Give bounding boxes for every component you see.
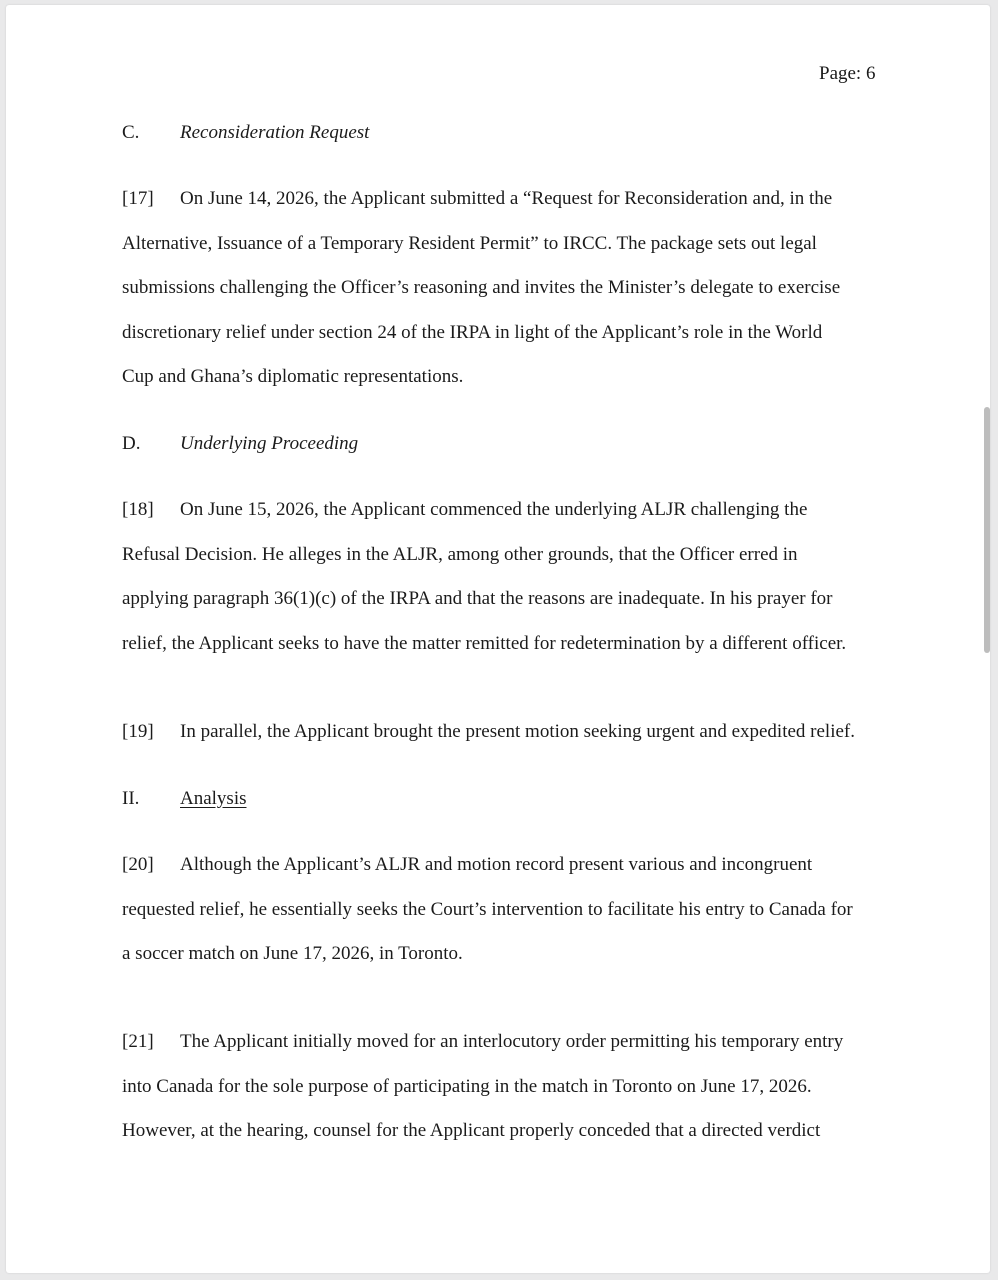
paragraph-number: [18] (122, 499, 154, 520)
section-number: D. (122, 433, 141, 454)
section-title: Reconsideration Request (180, 122, 370, 143)
paragraph-number: [21] (122, 1031, 154, 1052)
paragraph-number: [19] (122, 721, 154, 742)
section-number: C. (122, 122, 140, 143)
paragraph-line (122, 720, 882, 765)
paragraph-21 (122, 1030, 882, 1164)
paragraph-line: Cup and Ghana’s diplomatic representations. (122, 366, 464, 387)
paragraph-text: Although the Applicant’s ALJR and motion record present various and incongruent (180, 854, 813, 875)
paragraph-number: [17] (122, 188, 154, 209)
paragraph-line: discretionary relief under section 24 of the IRPA in light of the Applicant’s role in the World (122, 321, 823, 343)
paragraph-line: submissions challenging the Officer’s reasoning and invites the Minister’s delegate to exercise (122, 277, 841, 298)
paragraph-text: On June 14, 2026, the Applicant submitted a “Request for Reconsideration and, in the (180, 188, 833, 209)
paragraph-17 (122, 187, 882, 410)
paragraph-line: Alternative, Issuance of a Temporary Resident Permit” to IRCC. The package sets out legal (122, 232, 817, 254)
paragraph-line (122, 187, 882, 232)
paragraph-line: relief, the Applicant seeks to have the matter remitted for redetermination by a different officer. (122, 632, 847, 654)
paragraph-text: The Applicant initially moved for an interlocutory order permitting his temporary entry (180, 1031, 844, 1052)
section-number: II. (122, 788, 140, 809)
paragraph-18 (122, 498, 882, 676)
paragraph-line: into Canada for the sole purpose of participating in the match in Toronto on June 17, 2026. (122, 1075, 812, 1097)
section-heading-d (122, 432, 358, 456)
paragraph-20 (122, 853, 882, 987)
paragraph-line: a soccer match on June 17, 2026, in Toronto. (122, 943, 463, 964)
paragraph-line (122, 498, 882, 543)
paragraph-line (122, 1030, 882, 1075)
page-number: Page: 6 (819, 63, 876, 84)
paragraph-line: Refusal Decision. He alleges in the ALJR, among other grounds, that the Officer erred in (122, 543, 798, 565)
paragraph-line: applying paragraph 36(1)(c) of the IRPA and that the reasons are inadequate. In his prayer for (122, 588, 833, 609)
paragraph-line: requested relief, he essentially seeks the Court’s intervention to facilitate his entry to Canada for (122, 898, 853, 920)
section-title: Analysis (180, 788, 247, 809)
vertical-scrollbar-thumb[interactable] (984, 407, 990, 653)
paragraph-19 (122, 720, 882, 765)
section-heading-c (122, 121, 369, 145)
section-title: Underlying Proceeding (180, 433, 359, 454)
paragraph-line: However, at the hearing, counsel for the Applicant properly conceded that a directed verdict (122, 1120, 821, 1141)
section-heading-ii (122, 787, 247, 811)
paragraph-line (122, 853, 882, 898)
paragraph-text: In parallel, the Applicant brought the present motion seeking urgent and expedited relief. (180, 721, 856, 742)
paragraph-text: On June 15, 2026, the Applicant commenced the underlying ALJR challenging the (180, 499, 808, 520)
paragraph-number: [20] (122, 854, 154, 875)
